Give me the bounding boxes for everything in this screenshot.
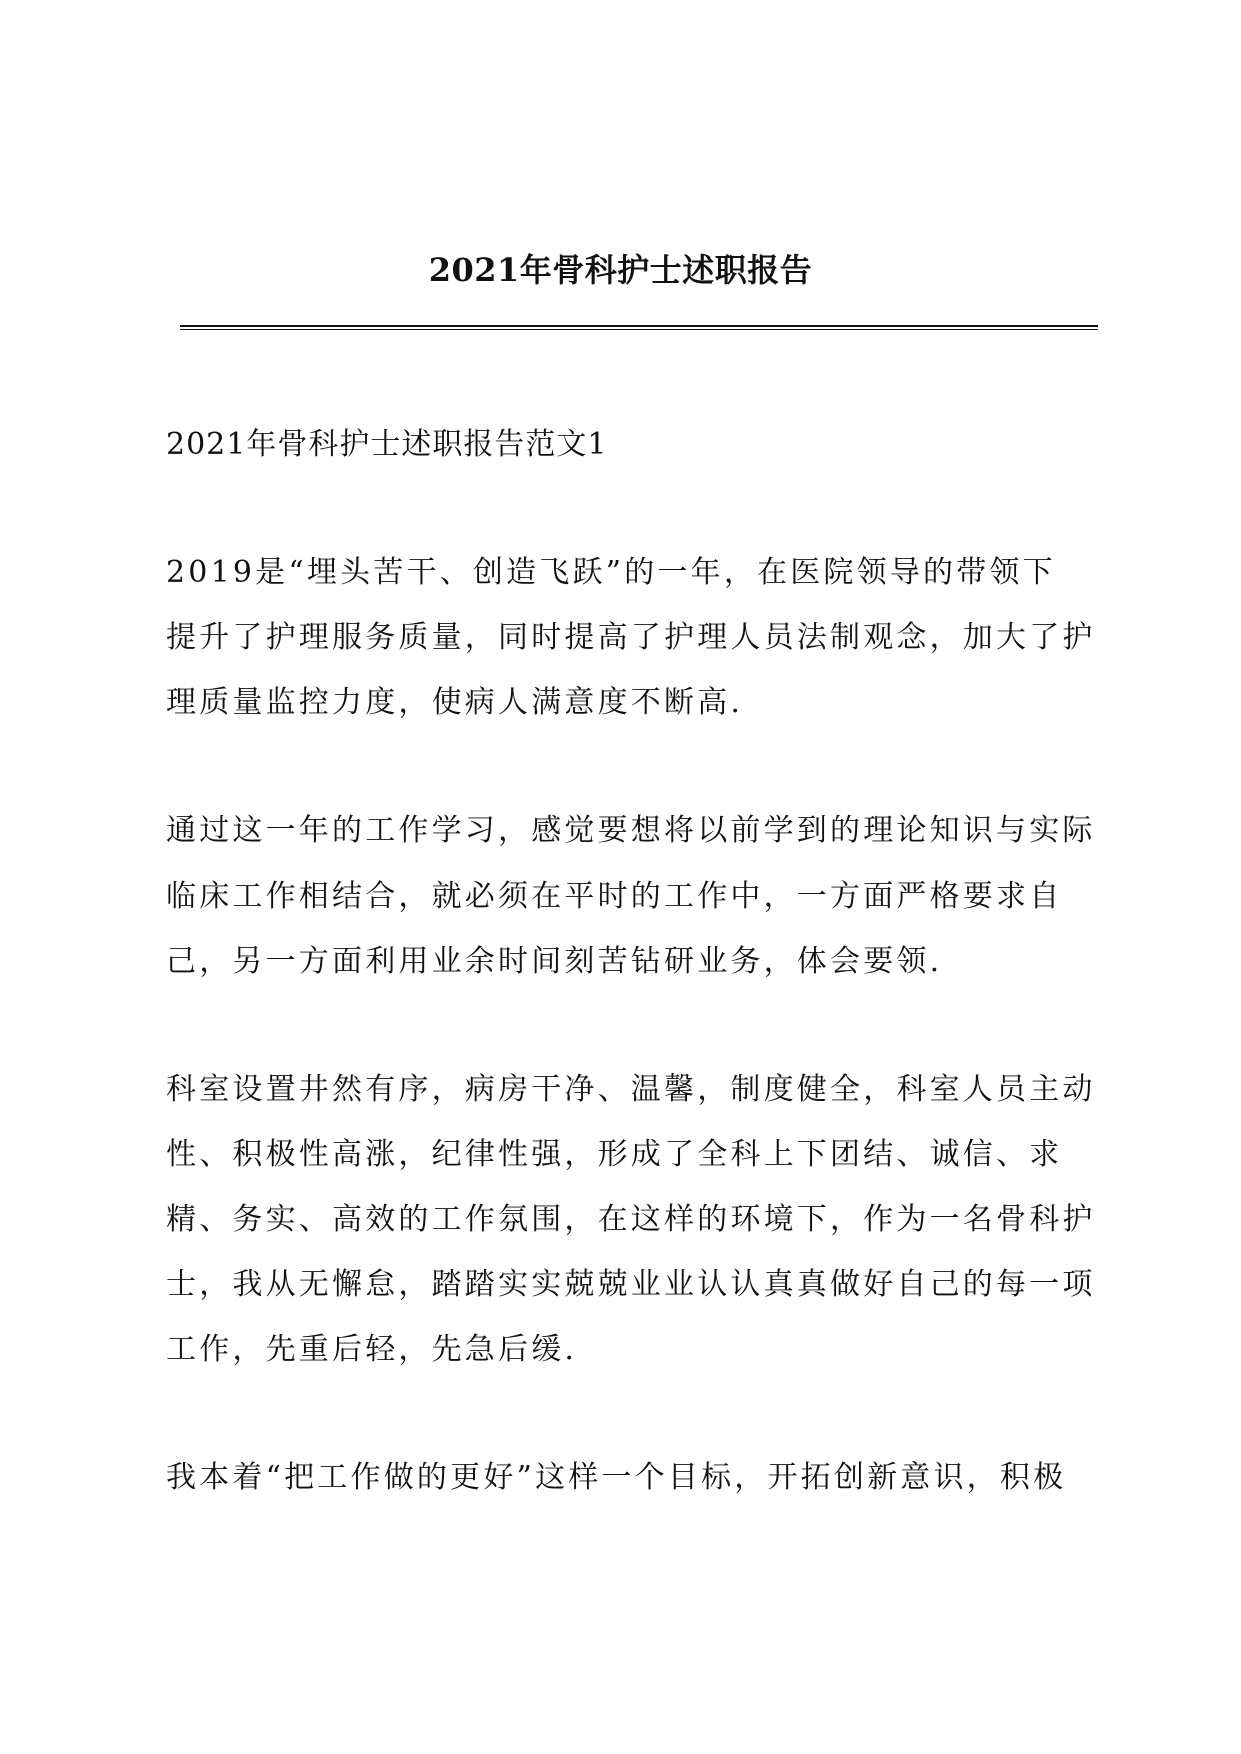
paragraph-line: 提升了护理服务质量，同时提高了护理人员法制观念，加大了护	[166, 620, 1096, 655]
title-double-rule	[180, 325, 1098, 330]
paragraph-line: 通过这一年的工作学习，感觉要想将以前学到的理论知识与实际	[166, 813, 1096, 848]
paragraph-line: 己，另一方面利用业余时间刻苦钻研业务，体会要领.	[166, 944, 943, 979]
paragraph-line: 性、积极性高涨，纪律性强，形成了全科上下团结、诚信、求	[166, 1137, 1063, 1172]
section-heading: 2021年骨科护士述职报告范文1	[166, 427, 608, 462]
paragraph-line: 我本着“把工作做的更好”这样一个目标，开拓创新意识，积极	[166, 1460, 1067, 1495]
paragraph-line: 2019是“埋头苦干、创造飞跃”的一年，在医院领导的带领下	[166, 555, 1056, 590]
paragraph-line: 科室设置井然有序，病房干净、温馨，制度健全，科室人员主动	[166, 1072, 1096, 1107]
paragraph-line: 理质量监控力度，使病人满意度不断高.	[166, 685, 744, 720]
paragraph-line: 工作，先重后轻，先急后缓.	[166, 1332, 578, 1367]
paragraph-line: 精、务实、高效的工作氛围，在这样的环境下，作为一名骨科护	[166, 1202, 1096, 1237]
paragraph-line: 临床工作相结合，就必须在平时的工作中，一方面严格要求自	[166, 879, 1063, 914]
paragraph-line: 士，我从无懈怠，踏踏实实兢兢业业认认真真做好自己的每一项	[166, 1267, 1096, 1302]
document-title: 2021年骨科护士述职报告	[428, 251, 813, 289]
